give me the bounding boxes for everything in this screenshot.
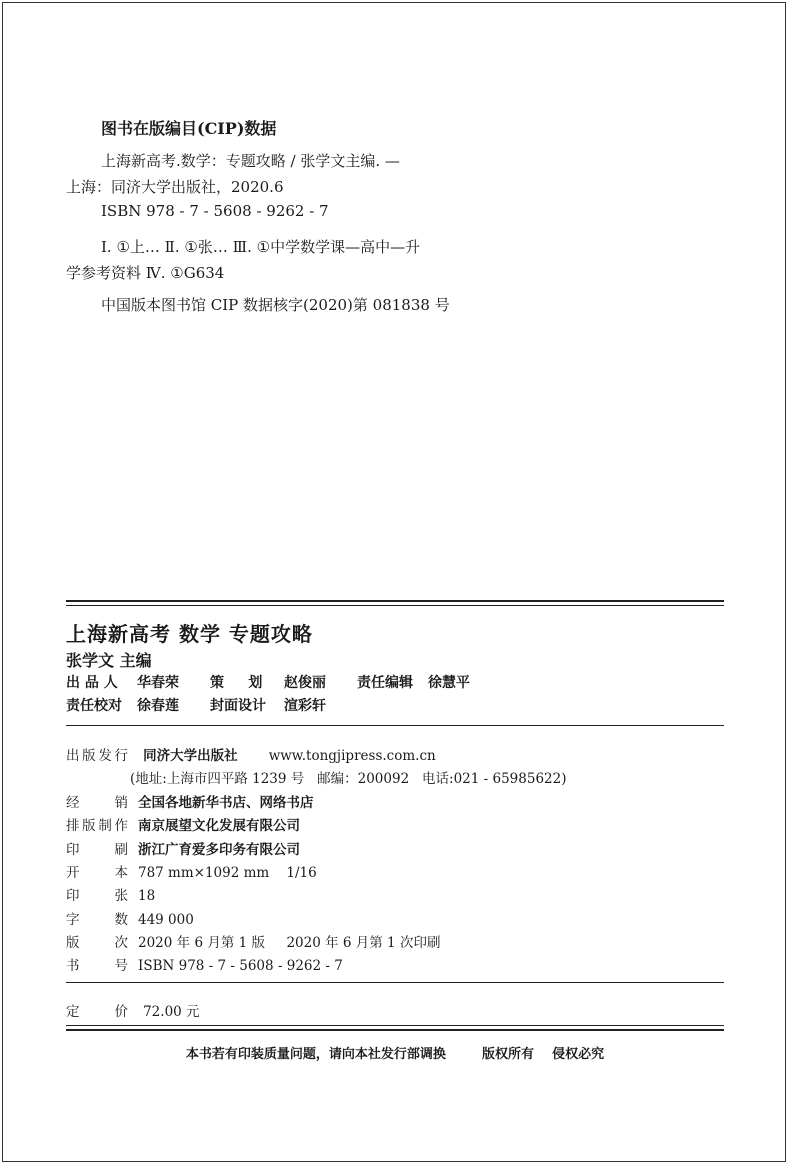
divider-rule xyxy=(66,982,724,983)
publication-row-label: 印刷 xyxy=(66,841,128,858)
proofreader-label: 责任校对 xyxy=(66,698,122,714)
publication-row-value: ISBN 978 - 7 - 5608 - 9262 - 7 xyxy=(138,958,343,975)
publication-row-label: 经销 xyxy=(66,795,128,811)
publication-row xyxy=(66,814,300,834)
divider-rule xyxy=(66,605,724,606)
publication-row-value: 787 mm×1092 mm 1/16 xyxy=(138,864,317,881)
cip-heading: 图书在版编目(CIP)数据 xyxy=(101,119,277,138)
publication-row xyxy=(66,838,300,858)
cip-line-5: 学参考资料 Ⅳ. ①G634 xyxy=(66,264,225,282)
cip-line-6: 中国版本图书馆 CIP 数据核字(2020)第 081838 号 xyxy=(101,296,450,314)
proofreader-name: 徐春莲 xyxy=(137,698,179,714)
cip-line-2: 上海：同济大学出版社，2020.6 xyxy=(66,178,284,196)
publisher-website: www.tongjipress.com.cn xyxy=(268,748,436,764)
producer-label: 出 品 人 xyxy=(66,675,118,691)
publication-row xyxy=(66,861,317,881)
price-row xyxy=(66,1000,200,1020)
publication-row-value: 浙江广育爱多印务有限公司 xyxy=(138,841,300,858)
price-label: 定价 xyxy=(66,1004,128,1020)
price-value: 72.00 元 xyxy=(143,1004,200,1020)
publication-row-label: 版次 xyxy=(66,934,128,951)
cover-design-name: 渲彩轩 xyxy=(284,698,326,714)
publication-row xyxy=(66,791,314,811)
copyright-notice: 本书若有印装质量问题，请向本社发行部调换 版权所有 侵权必究 xyxy=(185,1047,605,1062)
publication-row xyxy=(66,954,343,974)
publisher-address: (地址:上海市四平路 1239 号 邮编：200092 电话:021 - 65985622) xyxy=(130,771,567,787)
publication-row-value: 2020 年 6 月第 1 版 2020 年 6 月第 1 次印刷 xyxy=(138,934,441,951)
publication-row-label: 排版制作 xyxy=(66,818,128,835)
publication-row-label: 开本 xyxy=(66,864,128,881)
publication-row-label: 印张 xyxy=(66,888,128,905)
book-editor: 张学文 主编 xyxy=(66,651,152,670)
book-title: 上海新高考 数学 专题攻略 xyxy=(66,622,313,646)
editor-label: 责任编辑 xyxy=(357,675,413,691)
cip-line-4: Ⅰ. ①上… Ⅱ. ①张… Ⅲ. ①中学数学课—高中—升 xyxy=(101,238,421,256)
publication-row xyxy=(66,908,194,928)
publication-row-value: 全国各地新华书店、网络书店 xyxy=(138,795,314,811)
editor-name: 徐慧平 xyxy=(428,675,470,691)
publisher-name: 同济大学出版社 xyxy=(143,748,238,764)
publisher-label: 出版发行 xyxy=(66,748,128,764)
cip-line-3: ISBN 978 - 7 - 5608 - 9262 - 7 xyxy=(101,202,329,220)
publication-row-label: 字数 xyxy=(66,911,128,928)
publication-row xyxy=(66,931,440,951)
publisher-row xyxy=(66,744,436,764)
publication-row-value: 18 xyxy=(138,888,156,905)
publication-row-label: 书号 xyxy=(66,958,128,975)
divider-rule xyxy=(66,600,724,602)
publication-row xyxy=(66,884,155,904)
cover-design-label: 封面设计 xyxy=(210,698,266,714)
cip-line-1: 上海新高考.数学：专题攻略 / 张学文主编. — xyxy=(101,152,400,170)
publication-row-value: 449 000 xyxy=(138,911,194,928)
planner-label: 策 划 xyxy=(210,675,263,691)
planner-name: 赵俊丽 xyxy=(284,675,326,691)
divider-rule xyxy=(66,1029,724,1031)
publication-row-value: 南京展望文化发展有限公司 xyxy=(138,818,300,835)
producer-name: 华春荣 xyxy=(137,675,179,691)
divider-rule xyxy=(66,1025,724,1026)
divider-rule xyxy=(66,725,724,726)
